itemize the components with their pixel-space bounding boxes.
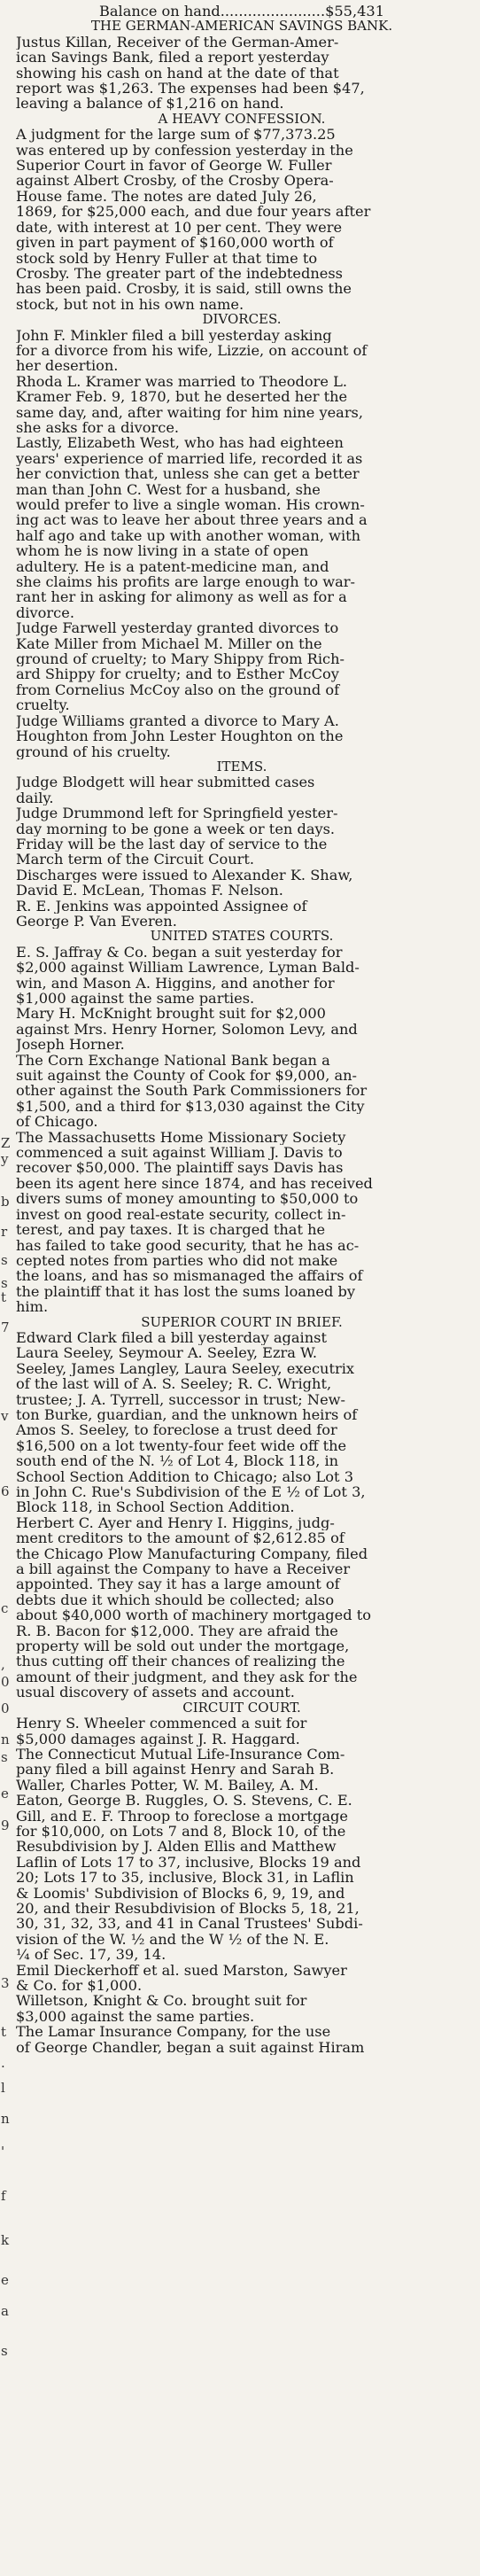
- text-line: The Connecticut Mutual Life-Insurance Com-: [16, 1746, 345, 1763]
- text-line: Justus Killan, Receiver of the German-Amer-: [16, 34, 339, 51]
- text-line: terest, and pay taxes. It is charged that he: [16, 1222, 326, 1238]
- text-line: R. E. Jenkins was appointed Assignee of: [16, 898, 307, 914]
- text-line: School Section Addition to Chicago; also Lot 3: [16, 1468, 353, 1484]
- text-line: Waller, Charles Potter, W. M. Bailey, A. M.: [16, 1777, 319, 1794]
- text-line: her desertion.: [16, 358, 119, 374]
- text-line: $1,000 against the same parties.: [16, 991, 255, 1007]
- text-line: win, and Mason A. Higgins, and another for: [16, 975, 335, 991]
- text-line: David E. McLean, Thomas F. Nelson.: [16, 883, 283, 899]
- margin-fragment: c: [1, 1600, 9, 1616]
- text-line: Eaton, George B. Ruggles, O. S. Stevens, C. E.: [16, 1793, 352, 1809]
- text-line: George P. Van Everen.: [16, 913, 177, 930]
- text-line: ing act was to leave her about three years and a: [16, 512, 368, 528]
- text-line: thus cutting off their chances of realizing the: [16, 1654, 345, 1669]
- text-line: Houghton from John Lester Houghton on the: [16, 728, 344, 744]
- text-line: divorce.: [16, 604, 74, 621]
- text-line: Mary H. McKnight brought suit for $2,000: [16, 1006, 326, 1022]
- margin-fragment: f: [1, 2188, 6, 2204]
- text-line: a bill against the Company to have a Receiver: [16, 1561, 351, 1577]
- text-line: $5,000 damages against J. R. Haggard.: [16, 1731, 300, 1747]
- text-line: property will be sold out under the mortgage,: [16, 1638, 350, 1654]
- text-line: of George Chandler, began a suit against Hiram: [16, 2039, 365, 2056]
- margin-fragment: e: [1, 2272, 9, 2288]
- text-line: ground of his cruelty.: [16, 743, 171, 759]
- text-line: Discharges were issued to Alexander K. Shaw,: [16, 867, 353, 883]
- margin-fragment: k: [1, 2232, 10, 2248]
- margin-fragment: Z: [1, 1135, 11, 1151]
- text-line: E. S. Jaffray & Co. began a suit yesterday for: [16, 944, 343, 961]
- text-line: ¼ of Sec. 17, 39, 14.: [16, 1947, 166, 1963]
- text-line: Willetson, Knight & Co. brought suit for: [16, 1993, 307, 2009]
- text-line: Judge Blodgett will hear submitted cases: [16, 774, 315, 790]
- text-line: same day, and, after waiting for him nine years,: [16, 404, 364, 420]
- section-heading: CIRCUIT COURT.: [182, 1700, 301, 1716]
- text-line: Judge Drummond left for Springfield yester-: [16, 805, 338, 821]
- text-line: given in part payment of $160,000 worth of: [16, 235, 334, 251]
- text-line: Amos S. Seeley, to foreclose a trust deed for: [16, 1422, 337, 1438]
- text-line: in John C. Rue's Subdivision of the E ½ of Lot 3,: [16, 1484, 366, 1500]
- text-line: usual discovery of assets and account.: [16, 1685, 295, 1700]
- text-line: appointed. They say it has a large amount of: [16, 1576, 340, 1592]
- text-line: Judge Farwell yesterday granted divorces to: [16, 620, 339, 636]
- text-line: Block 118, in School Section Addition.: [16, 1499, 295, 1515]
- text-line: Edward Clark filed a bill yesterday against: [16, 1329, 327, 1346]
- text-line: amount of their judgment, and they ask for the: [16, 1669, 358, 1685]
- text-line: been its agent here since 1874, and has received: [16, 1175, 373, 1192]
- text-line: whom he is now living in a state of open: [16, 543, 309, 559]
- margin-fragment: n: [1, 1732, 10, 1747]
- text-line: against Albert Crosby, of the Crosby Opera-: [16, 173, 334, 189]
- margin-fragment: s: [1, 1252, 8, 1268]
- text-line: & Loomis' Subdivision of Blocks 6, 9, 19, and: [16, 1885, 345, 1901]
- text-line: Gill, and E. F. Throop to foreclose a mortgage: [16, 1808, 348, 1824]
- text-line: cruelty.: [16, 697, 70, 713]
- margin-fragment: v: [1, 1408, 9, 1424]
- text-line: ard Shippy for cruelty; and to Esther McCoy: [16, 666, 339, 682]
- text-line: stock sold by Henry Fuller at that time to: [16, 250, 318, 266]
- margin-fragment: ,: [1, 1656, 5, 1672]
- margin-fragment: 3: [1, 1975, 10, 1991]
- text-line: Emil Dieckerhoff et al. sued Marston, Sawyer: [16, 1962, 347, 1978]
- text-line: for a divorce from his wife, Lizzie, on account of: [16, 342, 368, 359]
- text-line: The Massachusetts Home Missionary Society: [16, 1129, 346, 1146]
- text-line: cepted notes from parties who did not make: [16, 1252, 338, 1269]
- text-line: House fame. The notes are dated July 26,: [16, 188, 317, 205]
- text-line: for $10,000, on Lots 7 and 8, Block 10, of the: [16, 1823, 346, 1840]
- margin-fragment: s: [1, 2343, 8, 2359]
- text-line: Judge Williams granted a divorce to Mary A.: [16, 712, 339, 729]
- text-line: daily.: [16, 790, 54, 806]
- section-heading: DIVORCES.: [202, 312, 282, 328]
- margin-fragment: b: [1, 1194, 10, 1210]
- section-heading: THE GERMAN-AMERICAN SAVINGS BANK.: [90, 19, 393, 35]
- text-line: vision of the W. ½ and the W ½ of the N. E.: [16, 1931, 329, 1948]
- text-line: she claims his profits are large enough to war-: [16, 574, 355, 590]
- text-line: Joseph Horner.: [16, 1037, 125, 1053]
- text-line: debts due it which should be collected; also: [16, 1592, 335, 1608]
- text-line: was entered up by confession yesterday in the: [16, 142, 353, 159]
- text-line: adultery. He is a patent-medicine man, and: [16, 558, 329, 575]
- margin-fragment: 7: [1, 1319, 10, 1335]
- margin-fragment: y: [1, 1151, 9, 1167]
- text-line: would prefer to live a single woman. His crown-: [16, 497, 365, 513]
- text-line: March term of the Circuit Court.: [16, 852, 255, 868]
- text-line: the Chicago Plow Manufacturing Company, filed: [16, 1545, 368, 1562]
- text-line: Kate Miller from Michael M. Miller on the: [16, 635, 322, 652]
- margin-fragment: l: [1, 2080, 5, 2096]
- margin-fragment: 6: [1, 1483, 10, 1499]
- text-line: 1869, for $25,000 each, and due four years after: [16, 204, 371, 220]
- text-line: report was $1,263. The expenses had been $47,: [16, 81, 365, 97]
- text-line: 20; Lots 17 to 35, inclusive, Block 31, in Laflin: [16, 1870, 354, 1886]
- text-line: 30, 31, 32, 33, and 41 in Canal Trustees' Subdi-: [16, 1916, 363, 1932]
- section-heading: ITEMS.: [216, 759, 267, 774]
- text-line: her conviction that, unless she can get a better: [16, 466, 360, 482]
- text-line: showing his cash on hand at the date of that: [16, 65, 339, 82]
- text-line: Friday will be the last day of service to the: [16, 836, 328, 852]
- text-line: invest on good real-estate security, collect in-: [16, 1206, 346, 1223]
- text-line: him.: [16, 1299, 49, 1315]
- text-line: south end of the N. ½ of Lot 4, Block 118, in: [16, 1453, 339, 1469]
- text-line: ton Burke, guardian, and the unknown heirs of: [16, 1406, 358, 1423]
- text-line: stock, but not in his own name.: [16, 296, 244, 313]
- text-line: 20, and their Resubdivision of Blocks 5, 18, 21,: [16, 1900, 360, 1917]
- section-heading: A HEAVY CONFESSION.: [158, 111, 326, 127]
- text-line: Seeley, James Langley, Laura Seeley, executrix: [16, 1360, 355, 1377]
- text-line: Crosby. The greater part of the indebtedness: [16, 265, 343, 282]
- text-line: the loans, and has so mismanaged the affairs of: [16, 1268, 363, 1284]
- text-line: Laflin of Lots 17 to 37, inclusive, Blocks 19 and: [16, 1854, 361, 1871]
- margin-fragment: ': [1, 2144, 5, 2160]
- text-line: of the last will of A. S. Seeley; R. C. Wright,: [16, 1376, 332, 1392]
- margin-fragment: s: [1, 1275, 8, 1291]
- margin-fragment: t: [1, 1289, 7, 1305]
- text-line: ground of cruelty; to Mary Shippy from Rich-: [16, 651, 345, 667]
- margin-fragment: t: [1, 2024, 7, 2040]
- text-line: Rhoda L. Kramer was married to Theodore L.: [16, 373, 347, 390]
- text-line: has failed to take good security, that he has ac-: [16, 1237, 360, 1253]
- margin-fragment: e: [1, 1786, 9, 1802]
- text-line: Lastly, Elizabeth West, who has had eighteen: [16, 435, 344, 451]
- text-line: A judgment for the large sum of $77,373.25: [16, 127, 336, 143]
- margin-fragment: a: [1, 2303, 9, 2319]
- text-line: rant her in asking for alimony as well as for a: [16, 589, 347, 605]
- text-line: & Co. for $1,000.: [16, 1978, 143, 1994]
- margin-fragment: n: [1, 2111, 10, 2127]
- text-line: the plaintiff that it has lost the sums loaned by: [16, 1283, 356, 1300]
- margin-fragment: s: [1, 1749, 8, 1765]
- margin-fragment: 9: [1, 1817, 10, 1833]
- text-line: Henry S. Wheeler commenced a suit for: [16, 1716, 307, 1732]
- margin-fragment: r: [1, 1224, 8, 1240]
- text-line: leaving a balance of $1,216 on hand.: [16, 96, 284, 112]
- text-line: $2,000 against William Lawrence, Lyman Bald-: [16, 960, 360, 976]
- text-line: Balance on hand.......................$55,431: [98, 4, 385, 19]
- text-line: day morning to be gone a week or ten days.: [16, 821, 336, 837]
- text-line: half ago and take up with another woman, with: [16, 527, 361, 544]
- text-line: John F. Minkler filed a bill yesterday asking: [16, 327, 332, 343]
- text-line: R. B. Bacon for $12,000. They are afraid the: [16, 1623, 338, 1639]
- text-line: $1,500, and a third for $13,030 against the City: [16, 1098, 365, 1115]
- text-line: ment creditors to the amount of $2,612.85 of: [16, 1530, 345, 1546]
- text-line: she asks for a divorce.: [16, 419, 180, 436]
- text-line: $3,000 against the same parties.: [16, 2008, 255, 2025]
- text-line: suit against the County of Cook for $9,000, an-: [16, 1068, 358, 1084]
- text-line: The Lamar Insurance Company, for the use: [16, 2024, 331, 2040]
- text-line: other against the South Park Commissioners for: [16, 1083, 368, 1099]
- text-line: date, with interest at 10 per cent. They were: [16, 219, 343, 236]
- text-line: of Chicago.: [16, 1114, 98, 1130]
- text-line: Kramer Feb. 9, 1870, but he deserted her the: [16, 389, 348, 405]
- text-line: Herbert C. Ayer and Henry I. Higgins, judg-: [16, 1514, 335, 1531]
- text-line: ican Savings Bank, filed a report yesterday: [16, 50, 329, 66]
- text-line: from Cornelius McCoy also on the ground of: [16, 681, 340, 698]
- text-line: Laura Seeley, Seymour A. Seeley, Ezra W.: [16, 1345, 317, 1361]
- text-line: The Corn Exchange National Bank began a: [16, 1052, 330, 1069]
- text-line: recover $50,000. The plaintiff says Davis has: [16, 1160, 344, 1176]
- margin-fragment: 0: [1, 1700, 10, 1716]
- text-line: $16,500 on a lot twenty-four feet wide off the: [16, 1437, 347, 1454]
- text-line: about $40,000 worth of machinery mortgaged to: [16, 1607, 371, 1623]
- text-line: pany filed a bill against Henry and Sarah B.: [16, 1762, 335, 1778]
- text-line: years' experience of married life, recorded it as: [16, 450, 363, 467]
- section-heading: UNITED STATES COURTS.: [150, 929, 334, 945]
- section-heading: SUPERIOR COURT IN BRIEF.: [141, 1314, 343, 1330]
- text-line: has been paid. Crosby, it is said, still owns the: [16, 281, 352, 297]
- text-line: Resubdivision by J. Alden Ellis and Matthew: [16, 1839, 337, 1855]
- text-line: against Mrs. Henry Horner, Solomon Levy, and: [16, 1021, 358, 1038]
- text-line: Superior Court in favor of George W. Fuller: [16, 158, 332, 174]
- text-line: trustee; J. A. Tyrrell, successor in trust; New-: [16, 1391, 345, 1407]
- text-line: commenced a suit against William J. Davis to: [16, 1145, 343, 1161]
- margin-fragment: .: [1, 2055, 5, 2071]
- margin-fragment: 0: [1, 1674, 10, 1690]
- text-line: man than John C. West for a husband, she: [16, 481, 321, 497]
- text-line: divers sums of money amounting to $50,000 to: [16, 1191, 359, 1207]
- column-text: [16, 4, 468, 2055]
